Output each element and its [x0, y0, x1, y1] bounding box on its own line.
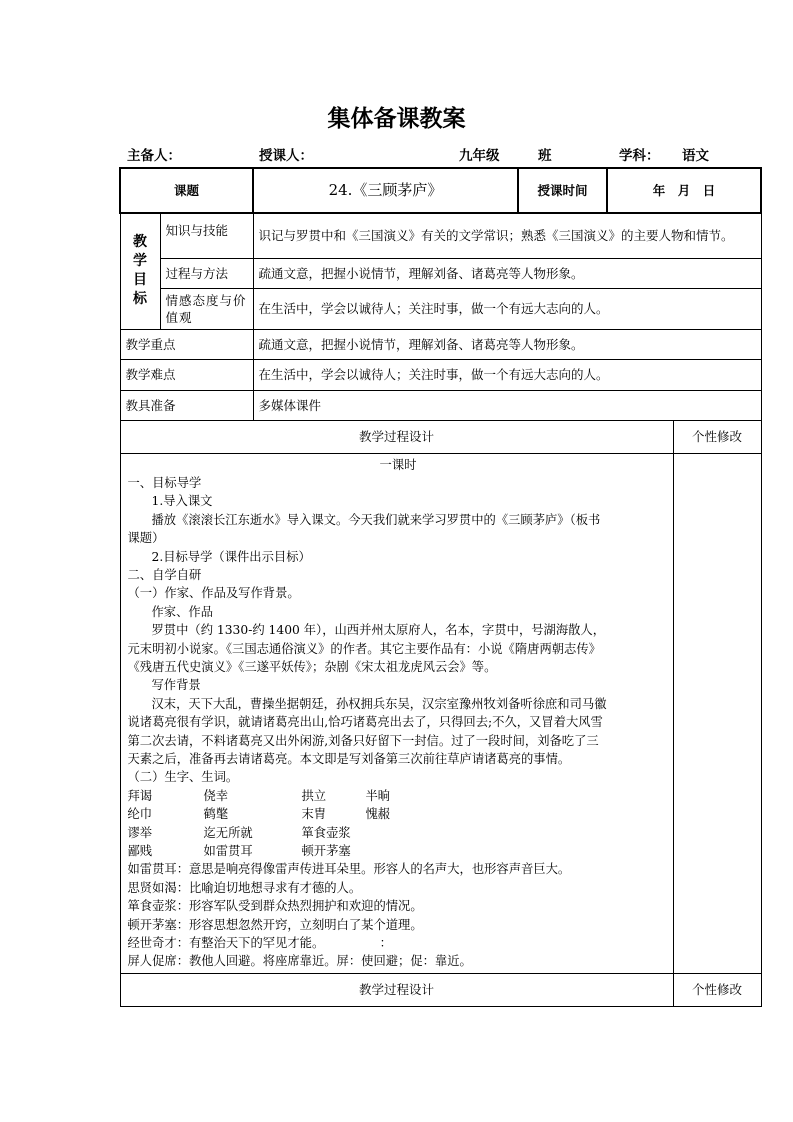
- difficulty-text: 在生活中，学会以诚待人；关注时事，做一个有远大志向的人。: [253, 359, 761, 390]
- goal-row-process: [120, 258, 761, 288]
- vocab-word: 鄙贱: [127, 844, 153, 859]
- definition-line: 屏人促席：教他人回避。将座席靠近。屏：使回避；促：靠近。: [127, 954, 472, 969]
- process-footer-row: [120, 973, 761, 1006]
- grade-label: 九年级: [459, 148, 500, 164]
- vocab-word: 箪食壶浆: [301, 825, 351, 840]
- vocab-word: 纶巾: [127, 807, 153, 822]
- definition-line: 如雷贯耳：意思是响亮得像雷声传进耳朵里。形容人的名声大，也形容声音巨大。: [127, 862, 571, 877]
- process-content-row: [120, 453, 761, 973]
- modify-footer: 个性修改: [673, 973, 761, 1006]
- section-heading: 二、自学自研: [127, 567, 202, 582]
- subsection-heading: 作家、作品: [151, 604, 213, 619]
- document-title: 集体备课教案: [327, 106, 466, 132]
- goals-vertical-label: 教 学 目 标: [120, 213, 160, 329]
- chief-preparer-label: 主备人：: [127, 148, 181, 164]
- subsection-heading: 2.目标导学（课件出示目标）: [151, 549, 311, 564]
- paragraph-line: 播放《滚滚长江东逝水》导入课文。今天我们就来学习罗贯中的《三顾茅庐》（板书: [151, 512, 601, 527]
- lesson-count: 一课时: [379, 457, 417, 472]
- vocab-row: [128, 805, 669, 823]
- vocab-word: 拱立: [301, 788, 327, 803]
- difficulty-row: [120, 359, 761, 390]
- key-point-label: 教学重点: [120, 329, 253, 359]
- subsection-heading: （二）生字、生词。: [127, 770, 239, 785]
- vocab-row: [128, 824, 669, 842]
- vocab-word: 末胄: [301, 807, 327, 822]
- paragraph-line: 第二次去请，不料诸葛亮又出外闲游,刘备只好留下一封信。过了一段时间，刘备吃了三: [127, 733, 599, 748]
- tools-row: [120, 390, 761, 420]
- goal-label-process: 过程与方法: [160, 258, 253, 288]
- modify-cell[interactable]: [673, 453, 761, 973]
- process-header-row: [120, 420, 761, 453]
- class-label: 班: [538, 148, 552, 164]
- subject-value: 语文: [682, 148, 709, 164]
- definition-line: 箪食壶浆：形容军队受到群众热烈拥护和欢迎的情况。: [127, 899, 423, 914]
- topic-value: 24.《三顾茅庐》: [253, 168, 518, 213]
- vocab-word: 侥幸: [203, 788, 229, 803]
- key-point-text: 疏通文意，把握小说情节，理解刘备、诸葛亮等人物形象。: [253, 329, 761, 359]
- vocab-row: [128, 787, 669, 805]
- vocab-word: 鹤氅: [203, 807, 229, 822]
- vocab-word: 拜谒: [127, 788, 153, 803]
- vocab-word: 顿开茅塞: [301, 844, 351, 859]
- paragraph-line: 《残唐五代史演义》《三遂平妖传》；杂剧《宋太祖龙虎风云会》等。: [127, 659, 497, 674]
- vocab-word: 愧赧: [365, 807, 391, 822]
- goal-row-emotion: [120, 288, 761, 329]
- time-label: 授课时间: [518, 168, 607, 213]
- topic-row: [120, 168, 761, 213]
- topic-label: 课题: [120, 168, 253, 213]
- vocab-word: 如雷贯耳: [203, 844, 253, 859]
- paragraph-line: 说诸葛亮很有学识，就请诸葛亮出山,恰巧诸葛亮出去了，只得回去;不久，又冒着大风雪: [127, 715, 603, 730]
- goal-text-process: 疏通文意，把握小说情节，理解刘备、诸葛亮等人物形象。: [253, 258, 761, 288]
- goal-text-knowledge: 识记与罗贯中和《三国演义》有关的文学常识；熟悉《三国演义》的主要人物和情节。: [253, 213, 761, 258]
- goal-row-knowledge: [120, 213, 761, 258]
- key-point-row: [120, 329, 761, 359]
- goal-label-emotion: 情感态度与价值观: [160, 288, 253, 329]
- process-content: [120, 453, 673, 973]
- definition-line: 思贤如渴：比喻迫切地想寻求有才德的人。: [127, 880, 362, 895]
- difficulty-label: 教学难点: [120, 359, 253, 390]
- subject-label: 学科：: [619, 148, 660, 164]
- goal-text-emotion: 在生活中，学会以诚待人；关注时事，做一个有远大志向的人。: [253, 288, 761, 329]
- modify-header: 个性修改: [673, 420, 761, 453]
- subsection-heading: 写作背景: [151, 678, 201, 693]
- tools-label: 教具准备: [120, 390, 253, 420]
- lesson-plan-table: [119, 167, 762, 1007]
- goal-label-knowledge: 知识与技能: [160, 213, 253, 258]
- definition-line: 经世奇才：有整治天下的罕见才能。 ：: [127, 936, 392, 951]
- tools-text: 多媒体课件: [253, 390, 761, 420]
- teacher-label: 授课人：: [259, 148, 313, 164]
- paragraph-line: 汉末，天下大乱，曹操坐据朝廷，孙权拥兵东吴，汉宗室豫州牧刘备听徐庶和司马徽: [151, 696, 607, 711]
- vocab-word: 谬举: [127, 825, 153, 840]
- section-heading: 一、目标导学: [127, 475, 202, 490]
- paragraph-line: 罗贯中（约 1330-约 1400 年），山西并州太原府人，名本，字贯中，号湖海散人，: [151, 623, 606, 638]
- definition-line: 顿开茅塞：形容思想忽然开窍，立刻明白了某个道理。: [127, 917, 423, 932]
- paragraph-line: 课题）: [127, 531, 165, 546]
- vocab-word: 半晌: [365, 788, 391, 803]
- process-header: 教学过程设计: [120, 420, 673, 453]
- paragraph-line: 元末明初小说家。《三国志通俗演义》的作者。其它主要作品有：小说《隋唐两朝志传》: [127, 641, 601, 656]
- vocab-row: [128, 842, 669, 860]
- vocab-word: 迄无所就: [203, 825, 253, 840]
- paragraph-line: 天素之后，准备再去请诸葛亮。本文即是写刘备第三次前往草庐请诸葛亮的事情。: [127, 752, 571, 766]
- date-value: 年 月 日: [607, 168, 761, 213]
- subsection-heading: 1.导入课文: [151, 494, 213, 509]
- process-footer: 教学过程设计: [120, 973, 673, 1006]
- subsection-heading: （一）作家、作品及写作背景。: [127, 586, 300, 601]
